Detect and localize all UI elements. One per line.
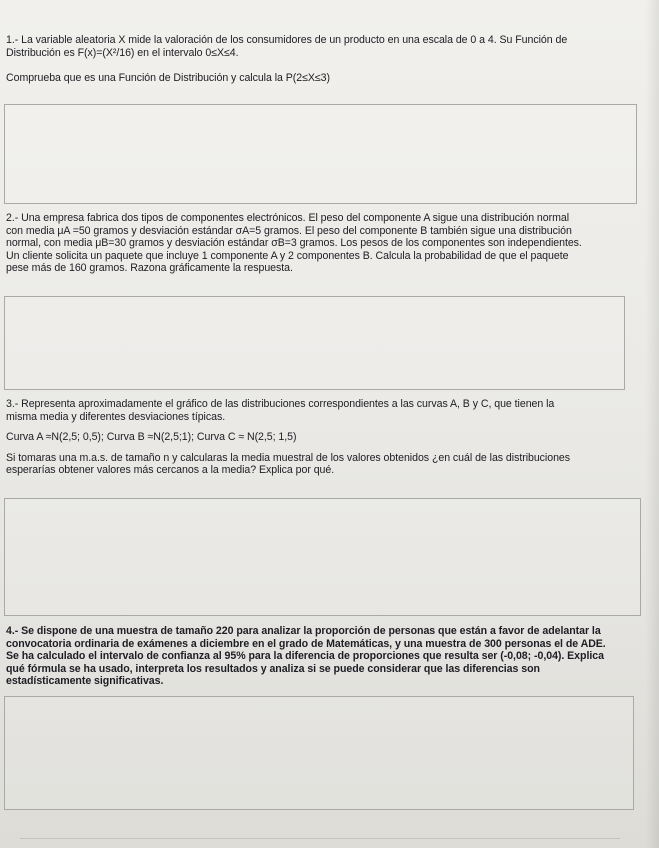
q4-answer-box[interactable] <box>4 696 634 810</box>
q3-line-2: misma media y diferentes desviaciones típicas. <box>6 410 226 423</box>
q1-line-1: 1.- La variable aleatoria X mide la valoración de los consumidores de un producto en una escala de 0 a 4. Su Función de <box>6 34 568 46</box>
q4-line-3: Se ha calculado el intervalo de confianza al 95% para la diferencia de proporciones que resulta ser (-0,08; -0,04). Explica <box>6 650 604 663</box>
q3-line-1: 3.- Representa aproximadamente el gráfico de las distribuciones correspondientes a las curvas A, B y C, que tienen la <box>6 398 555 410</box>
q2-answer-box[interactable] <box>4 296 625 390</box>
page-shadow <box>645 0 659 848</box>
q1-answer-box[interactable] <box>4 104 637 204</box>
q4-line-2: convocatoria ordinaria de exámenes a diciembre en el grado de Matemáticas, y una muestra de 300 personas el de ADE. <box>6 637 606 650</box>
q1-task: Comprueba que es una Función de Distribución y calcula la P(2≤X≤3) <box>6 72 330 85</box>
q2-line-2: con media μA =50 gramos y desviación estándar σA=5 gramos. El peso del componente B también sigue una distribución <box>6 224 572 237</box>
question-1 <box>6 34 646 85</box>
q3-curves: Curva A ≈N(2,5; 0,5); Curva B ≈N(2,5;1); Curva C ≈ N(2,5; 1,5) <box>6 431 297 444</box>
question-2 <box>6 212 646 275</box>
q3-task-line-2: esperarías obtener valores más cercanos a la media? Explica por qué. <box>6 464 335 477</box>
q2-line-1: 2.- Una empresa fabrica dos tipos de componentes electrónicos. El peso del componente A sigue una distribución normal <box>6 212 570 224</box>
bottom-edge-line <box>20 838 620 839</box>
q2-line-4: Un cliente solicita un paquete que incluye 1 componente A y 2 componentes B. Calcula la probabilidad de que el paquete <box>6 249 569 262</box>
q4-line-1: 4.- Se dispone de una muestra de tamaño 220 para analizar la proporción de personas que están a favor de adelantar la <box>6 625 601 637</box>
q3-task-line-1: Si tomaras una m.a.s. de tamaño n y calcularas la media muestral de los valores obtenidos ¿en cuál de las distribuciones <box>6 451 571 464</box>
q3-answer-box[interactable] <box>4 498 641 616</box>
q4-line-5: estadísticamente significativas. <box>6 675 164 688</box>
question-3 <box>6 398 646 477</box>
q2-line-3: normal, con media μB=30 gramos y desviación estándar σB=3 gramos. Los pesos de los componentes son independientes. <box>6 237 582 250</box>
q4-line-4: qué fórmula se ha usado, interpreta los resultados y analiza si se puede considerar que las diferencias son <box>6 662 540 675</box>
q1-line-2: Distribución es F(x)=(X²/16) en el intervalo 0≤X≤4. <box>6 46 239 59</box>
q2-line-5: pese más de 160 gramos. Razona gráficamente la respuesta. <box>6 262 293 275</box>
question-4 <box>6 625 646 688</box>
